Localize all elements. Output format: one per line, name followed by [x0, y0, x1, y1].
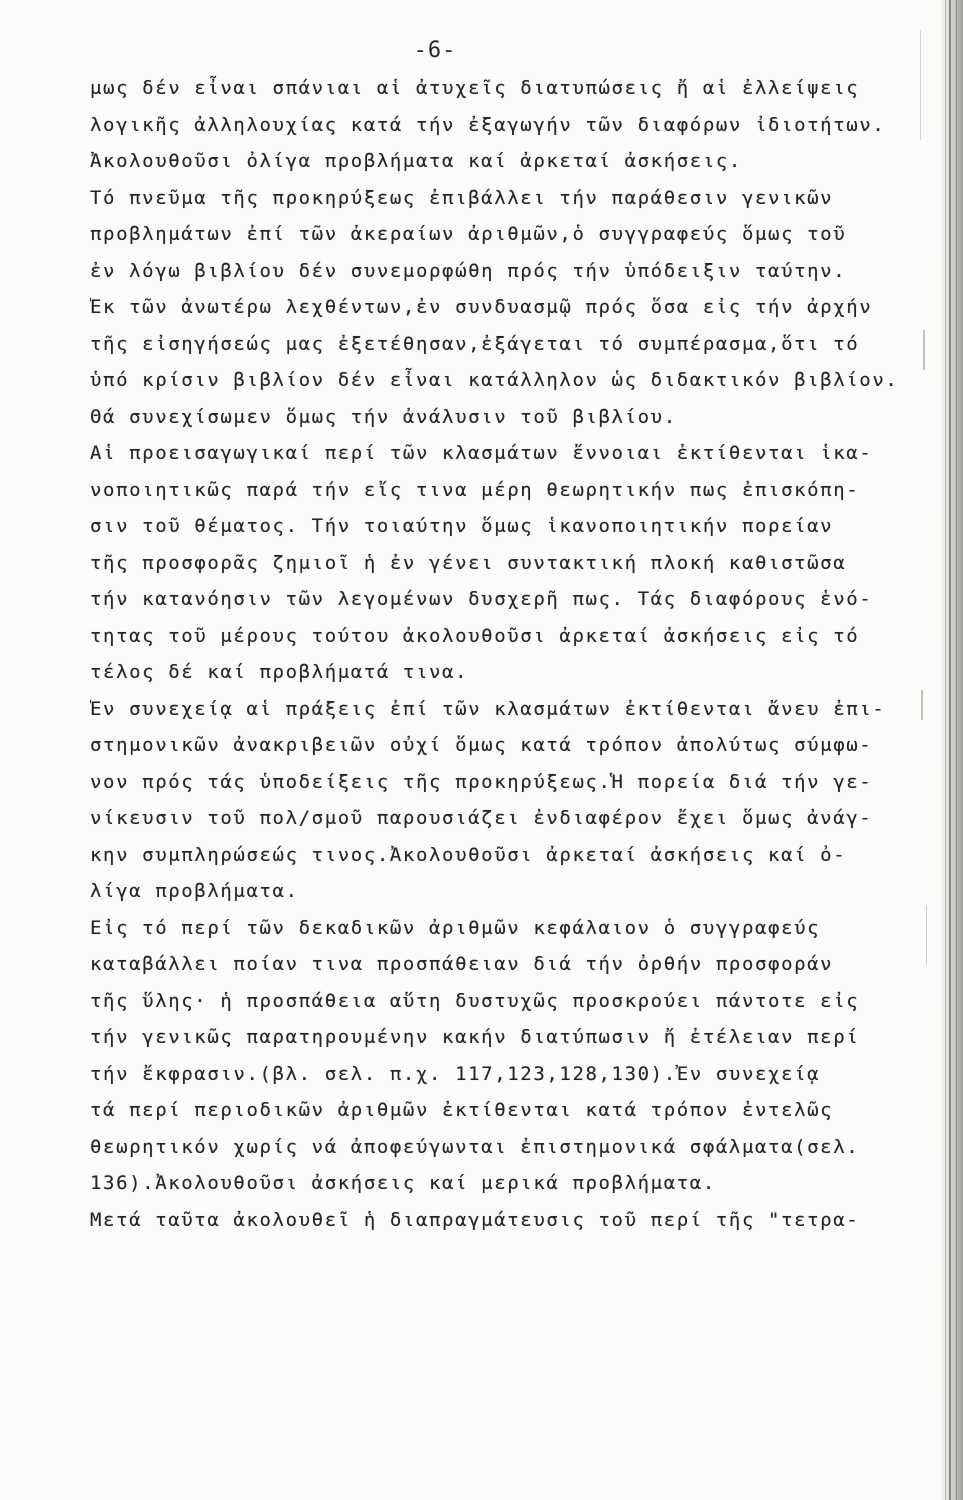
text-line: 136).Ἀκολουθοῦσι ἀσκήσεις καί μερικά προβλήματα.	[90, 1172, 716, 1194]
text-line: τητας τοῦ μέρους τούτου ἀκολουθοῦσι ἀρκεταί ἀσκήσεις εἰς τό	[90, 624, 860, 647]
text-line: νίκευσιν τοῦ πολ/σμοῦ παρουσιάζει ἐνδιαφέρον ἔχει ὅμως ἀνάγ-	[90, 807, 873, 829]
text-line: Τό πνεῦμα τῆς προκηρύξεως ἐπιβάλλει τήν παράθεσιν γενικῶν	[90, 186, 834, 209]
text-line: θεωρητικόν χωρίς νά ἀποφεύγωνται ἐπιστημονικά σφάλματα(σελ.	[90, 1135, 860, 1158]
text-line: Αἱ προεισαγωγικαί περί τῶν κλασμάτων ἔννοιαι ἐκτίθενται ἱκα-	[90, 442, 873, 464]
margin-scan-mark	[923, 330, 925, 370]
binding-shadow-line	[945, 0, 946, 1500]
binding-shadow-line	[956, 0, 957, 1500]
text-line: τῆς εἰσηγήσεώς μας ἐξετέθησαν,ἐξάγεται τό συμπέρασμα,ὅτι τό	[90, 332, 860, 355]
text-line: τῆς προσφορᾶς ζημιοῖ ἡ ἐν γένει συντακτική πλοκή καθιστῶσα	[90, 551, 847, 574]
margin-scan-mark	[921, 690, 923, 720]
page-binding-edge	[941, 0, 963, 1500]
margin-scan-mark	[926, 905, 927, 965]
text-line: καταβάλλει ποίαν τινα προσπάθειαν διά τήν ὀρθήν προσφοράν	[90, 953, 834, 975]
text-line: νον πρός τάς ὑποδείξεις τῆς προκηρύξεως.Ἡ πορεία διά τήν γε-	[90, 770, 873, 793]
margin-scan-mark	[920, 30, 921, 140]
text-line: Ἀκολουθοῦσι ὀλίγα προβλήματα καί ἀρκεταί ἀσκήσεις.	[90, 150, 742, 172]
text-line: λογικῆς ἀλληλουχίας κατά τήν ἐξαγωγήν τῶν διαφόρων ἰδιοτήτων.	[90, 113, 886, 136]
text-line: νοποιητικῶς παρά τήν εἴς τινα μέρη θεωρητικήν πως ἐπισκόπη-	[90, 478, 860, 501]
text-line: μως δέν εἶναι σπάνιαι αἱ ἀτυχεῖς διατυπώσεις ἤ αἱ ἐλλείψεις	[90, 77, 860, 99]
text-line: τήν κατανόησιν τῶν λεγομένων δυσχερῆ πως. Τάς διαφόρους ἑνό-	[90, 588, 873, 610]
text-line: Ἐκ τῶν ἀνωτέρω λεχθέντων,ἐν συνδυασμῷ πρός ὅσα εἰς τήν ἀρχήν	[90, 296, 873, 318]
binding-shadow-line	[949, 0, 951, 1500]
text-line: τά περί περιοδικῶν ἀριθμῶν ἐκτίθενται κατά τρόπον ἐντελῶς	[90, 1099, 834, 1121]
text-line: ἐν λόγω βιβλίου δέν συνεμορφώθη πρός τήν ὑπόδειξιν ταύτην.	[90, 259, 847, 282]
text-line: Εἰς τό περί τῶν δεκαδικῶν ἀριθμῶν κεφάλαιον ὁ συγγραφεύς	[90, 916, 821, 939]
text-line: ὑπό κρίσιν βιβλίον δέν εἶναι κατάλληλον ὡς διδακτικόν βιβλίον.	[90, 369, 899, 391]
text-line: τέλος δέ καί προβλήματά τινα.	[90, 661, 469, 683]
text-line: στημονικῶν ἀνακριβειῶν οὐχί ὅμως κατά τρόπον ἀπολύτως σύμφω-	[90, 734, 873, 756]
page-body-text	[90, 70, 910, 1238]
text-line: τήν γενικῶς παρατηρουμένην κακήν διατύπωσιν ἤ ἐτέλειαν περί	[90, 1026, 860, 1048]
text-line: Ἐν συνεχείᾳ αἱ πράξεις ἐπί τῶν κλασμάτων ἐκτίθενται ἄνευ ἐπι-	[90, 697, 886, 720]
text-line: τήν ἔκφρασιν.(βλ. σελ. π.χ. 117,123,128,130).Ἐν συνεχείᾳ	[90, 1062, 821, 1085]
text-line: Μετά ταῦτα ἀκολουθεῖ ἡ διαπραγμάτευσις τοῦ περί τῆς "τετρα-	[90, 1208, 860, 1231]
text-line: Θά συνεχίσωμεν ὅμως τήν ἀνάλυσιν τοῦ βιβλίου.	[90, 405, 677, 428]
text-line: σιν τοῦ θέματος. Τήν τοιαύτην ὅμως ἱκανοποιητικήν πορείαν	[90, 515, 834, 537]
text-line: κην συμπληρώσεώς τινος.Ἀκολουθοῦσι ἀρκεταί ἀσκήσεις καί ὀ-	[90, 843, 847, 866]
text-line: προβλημάτων ἐπί τῶν ἀκεραίων ἀριθμῶν,ὁ συγγραφεύς ὅμως τοῦ	[90, 223, 847, 245]
text-line: τῆς ὕλης· ἡ προσπάθεια αὕτη δυστυχῶς προσκρούει πάντοτε εἰς	[90, 989, 860, 1012]
text-line: λίγα προβλήματα.	[90, 880, 299, 902]
page-number: -6-	[413, 38, 457, 63]
